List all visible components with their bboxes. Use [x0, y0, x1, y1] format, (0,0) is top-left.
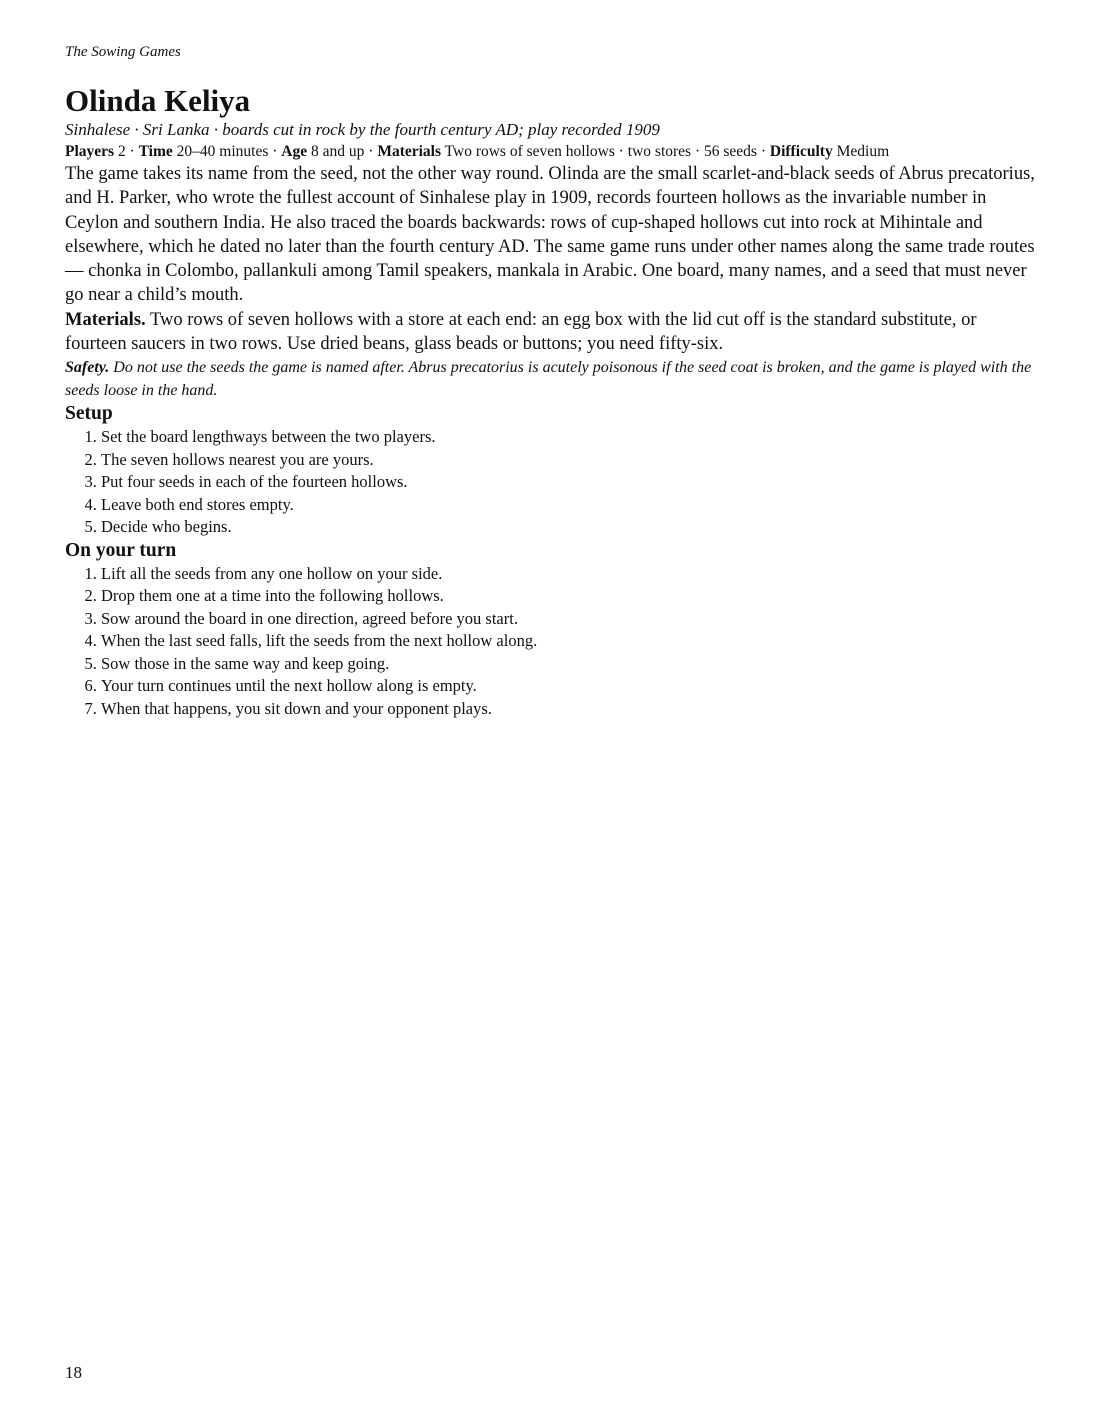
subtitle: Sinhalese · Sri Lanka · boards cut in rock by the fourth century AD; play recorded 1909 — [65, 120, 660, 139]
meta-separator: · — [268, 143, 282, 160]
safety-note — [65, 356, 1040, 402]
list-item: 5. Sow those in the same way and keep going. — [101, 653, 1040, 676]
running-head: The Sowing Games — [65, 44, 181, 60]
safety-text: Do not use the seeds the game is named after. Abrus precatorius is acutely poisonous if the seed coat is broken, and the game is played with the seeds loose in the hand. — [65, 359, 1032, 400]
safety-label: Safety. — [65, 359, 110, 377]
players-value: 2 — [117, 143, 126, 160]
age-label: Age — [281, 143, 308, 160]
materials-label: Materials. — [65, 309, 146, 330]
meta-separator: · — [125, 143, 139, 160]
list-item: 4. Leave both end stores empty. — [101, 494, 1040, 517]
materials-text: Two rows of seven hollows with a store at each end: an egg box with the lid cut off is the standard substitute, or fourteen saucers in two rows. Use dried beans, glass beads or buttons; you need fifty-six. — [65, 309, 977, 355]
article — [65, 82, 1040, 720]
materials-meta-value: Two rows of seven hollows · two stores · 56 seeds — [444, 143, 757, 160]
setup-heading: Setup — [65, 403, 113, 425]
age-value: 8 and up — [311, 143, 365, 160]
list-item: 7. When that happens, you sit down and your opponent plays. — [101, 698, 1040, 721]
meta-separator: · — [756, 143, 770, 160]
materials-meta-label: Materials — [377, 143, 442, 160]
difficulty-value: Medium — [836, 143, 890, 160]
intro-paragraph: The game takes its name from the seed, not the other way round. Olinda are the small scarlet-and-black seeds of Abrus precatorius, and H. Parker, who wrote the fullest account of Sinhalese play in 1909, records fourteen hollows as the invariable number in Ceylon and southern India. He also traced the boards backwards: rows of cup-shaped hollows cut into rock at Mihintale and elsewhere, which he dated no later than the fourth century AD. The same game runs under other names along the same trade routes — chonka in Colombo, pallankuli among Tamil speakers, mankala in Arabic. One board, many names, and a seed that must never go near a child’s mouth. — [65, 164, 1035, 306]
list-item: 5. Decide who begins. — [101, 516, 1040, 539]
difficulty-label: Difficulty — [769, 143, 833, 160]
game-meta — [65, 141, 1040, 162]
list-item: 6. Your turn continues until the next hollow along is empty. — [101, 675, 1040, 698]
page-title: Olinda Keliya — [65, 83, 251, 118]
page-number: 18 — [65, 1363, 82, 1382]
list-item: 2. Drop them one at a time into the following hollows. — [101, 585, 1040, 608]
list-item: 2. The seven hollows nearest you are yours. — [101, 449, 1040, 472]
turn-steps — [65, 563, 1040, 721]
list-item: 3. Put four seeds in each of the fourteen hollows. — [101, 471, 1040, 494]
time-label: Time — [138, 143, 173, 160]
turn-heading: On your turn — [65, 539, 177, 561]
list-item: 3. Sow around the board in one direction, agreed before you start. — [101, 608, 1040, 631]
players-label: Players — [65, 143, 115, 160]
time-value: 20–40 minutes — [176, 143, 269, 160]
list-item: 1. Set the board lengthways between the two players. — [101, 426, 1040, 449]
list-item: 4. When the last seed falls, lift the seeds from the next hollow along. — [101, 630, 1040, 653]
list-item: 1. Lift all the seeds from any one hollow on your side. — [101, 563, 1040, 586]
setup-steps — [65, 426, 1040, 539]
materials-paragraph — [65, 308, 1040, 357]
meta-separator: · — [364, 143, 378, 160]
